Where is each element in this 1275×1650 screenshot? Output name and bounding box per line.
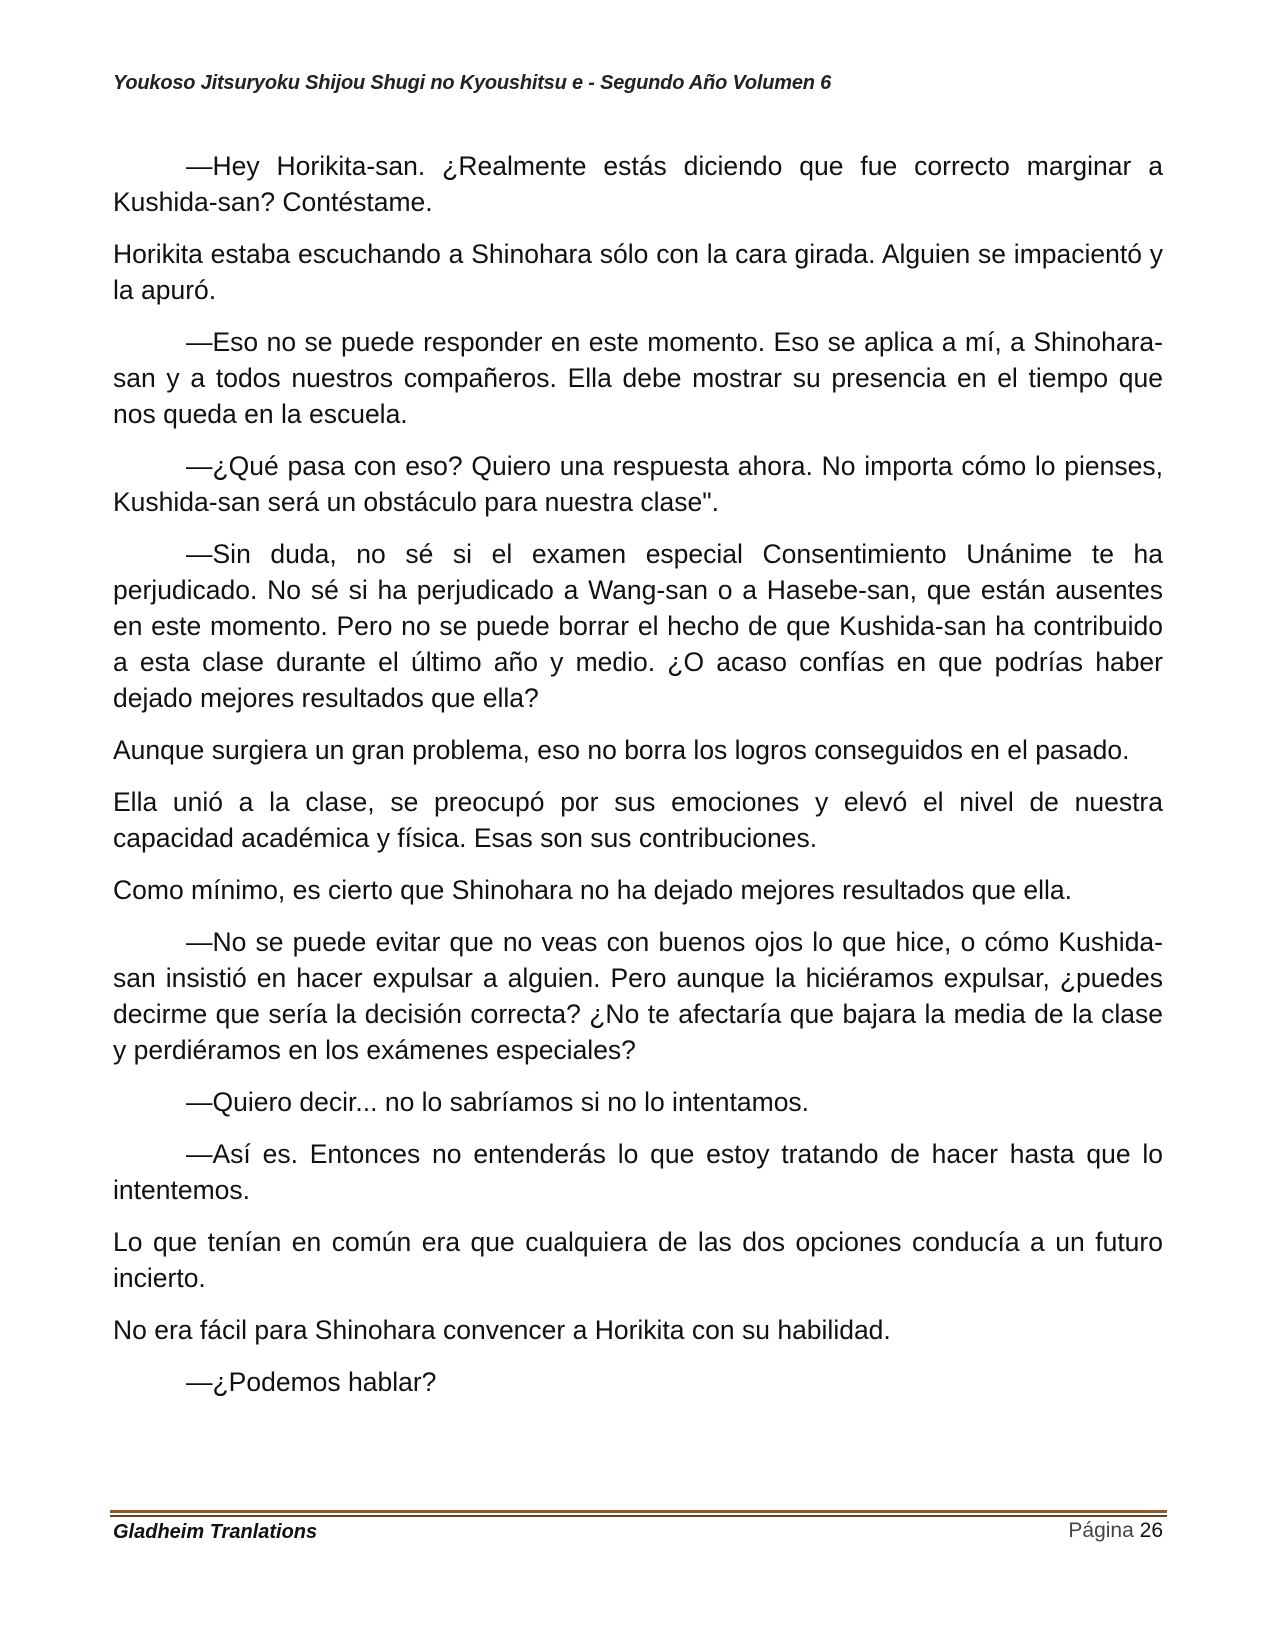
page-number-label	[1068, 1519, 1163, 1543]
paragraph: Horikita estaba escuchando a Shinohara sólo con la cara girada. Alguien se impacientó y la apuró.	[113, 239, 1163, 305]
paragraph: Ella unió a la clase, se preocupó por sus emociones y elevó el nivel de nuestra capacidad académica y física. Esas son sus contribuciones.	[113, 787, 1163, 853]
paragraph: No era fácil para Shinohara convencer a Horikita con su habilidad.	[113, 1315, 891, 1345]
paragraph: —Hey Horikita-san. ¿Realmente estás diciendo que fue correcto marginar a Kushida-san? Contéstame.	[113, 151, 1163, 217]
paragraph: —Sin duda, no sé si el examen especial Consentimiento Unánime te ha perjudicado. No sé si ha perjudicado a Wang-san o a Hasebe-san, que están ausentes en este momento. Pero no se puede borrar el hecho de que Kushida-san ha contribuido a esta clase durante el último año y medio. ¿O acaso confías en que podrías haber dejado mejores resultados que ella?	[113, 539, 1163, 713]
body-text	[113, 148, 1163, 1416]
page-number: 26	[1139, 1519, 1163, 1542]
paragraph: Aunque surgiera un gran problema, eso no borra los logros conseguidos en el pasado.	[113, 735, 1130, 765]
footer-divider	[110, 1510, 1167, 1517]
running-header: Youkoso Jitsuryoku Shijou Shugi no Kyoushitsu e - Segundo Año Volumen 6	[113, 72, 832, 94]
paragraph: Como mínimo, es cierto que Shinohara no ha dejado mejores resultados que ella.	[113, 875, 1072, 905]
paragraph: —¿Qué pasa con eso? Quiero una respuesta ahora. No importa cómo lo pienses, Kushida-san será un obstáculo para nuestra clase".	[113, 451, 1163, 517]
paragraph: —No se puede evitar que no veas con buenos ojos lo que hice, o cómo Kushida-san insistió en hacer expulsar a alguien. Pero aunque la hiciéramos expulsar, ¿puedes decirme que sería la decisión correcta? ¿No te afectaría que bajara la media de la clase y perdiéramos en los exámenes especiales?	[113, 927, 1163, 1065]
page-label: Página	[1068, 1519, 1134, 1542]
footer-publisher: Gladheim Tranlations	[113, 1521, 318, 1543]
paragraph: —Quiero decir... no lo sabríamos si no lo intentamos.	[186, 1087, 810, 1117]
paragraph: —Así es. Entonces no entenderás lo que estoy tratando de hacer hasta que lo intentemos.	[113, 1139, 1163, 1205]
paragraph: —¿Podemos hablar?	[186, 1367, 437, 1397]
paragraph: —Eso no se puede responder en este momento. Eso se aplica a mí, a Shinohara-san y a todos nuestros compañeros. Ella debe mostrar su presencia en el tiempo que nos queda en la escuela.	[113, 327, 1163, 429]
paragraph: Lo que tenían en común era que cualquiera de las dos opciones conducía a un futuro incierto.	[113, 1227, 1163, 1293]
